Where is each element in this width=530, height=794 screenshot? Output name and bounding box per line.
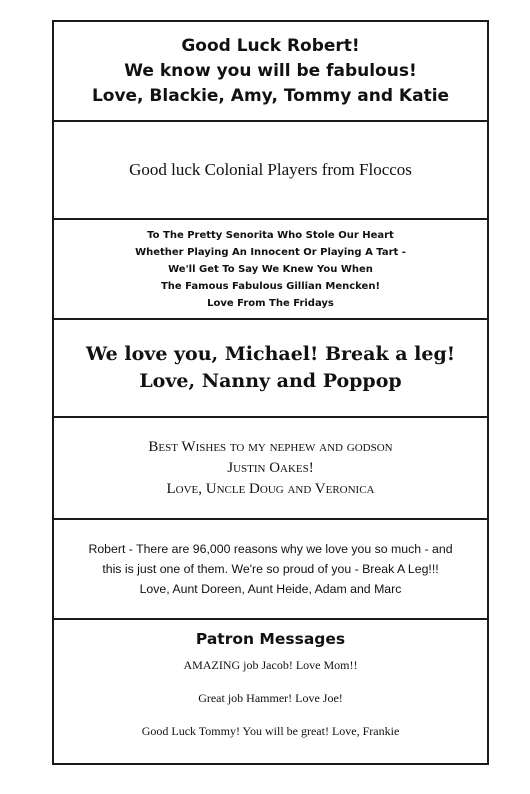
- patron-message: AMAZING job Jacob! Love Mom!!: [183, 658, 358, 672]
- message-line: We know you will be fabulous!: [124, 60, 417, 81]
- patron-messages-box: [54, 618, 487, 765]
- message-line: The Famous Fabulous Gillian Mencken!: [160, 280, 381, 292]
- message-line: Justin Oakes!: [227, 459, 314, 476]
- message-box-robert: [54, 22, 487, 120]
- message-line: Love From The Fridays: [207, 297, 334, 309]
- message-line: this is just one of them. We're so proud of you - Break A Leg!!!: [102, 562, 439, 576]
- ad-page-frame: [52, 20, 489, 765]
- message-line: Love, Uncle Doug and Veronica: [166, 480, 375, 497]
- message-box-robert-family: [54, 518, 487, 618]
- message-line: Love, Aunt Doreen, Aunt Heide, Adam and Marc: [139, 582, 402, 596]
- message-box-michael: [54, 318, 487, 416]
- message-line: Love, Blackie, Amy, Tommy and Katie: [91, 85, 450, 106]
- message-line: Whether Playing An Innocent Or Playing A Tart -: [135, 246, 406, 258]
- message-line: We'll Get To Say We Knew You When: [168, 263, 373, 275]
- message-box-gillian: [54, 218, 487, 318]
- message-line: Robert - There are 96,000 reasons why we love you so much - and: [88, 542, 453, 556]
- message-line: Good luck Colonial Players from Floccos: [129, 160, 412, 179]
- patron-message: Great job Hammer! Love Joe!: [198, 691, 343, 705]
- message-line: Love, Nanny and Poppop: [139, 370, 402, 392]
- message-line: Good Luck Robert!: [181, 35, 360, 56]
- message-line: We love you, Michael! Break a leg!: [85, 343, 456, 365]
- patron-messages-heading: Patron Messages: [195, 630, 346, 648]
- message-box-floccos: [54, 120, 487, 218]
- patron-message: Good Luck Tommy! You will be great! Love, Frankie: [141, 724, 400, 738]
- message-line: To The Pretty Senorita Who Stole Our Heart: [147, 229, 394, 241]
- message-box-justin: [54, 416, 487, 518]
- message-line: Best Wishes to my nephew and godson: [148, 438, 393, 455]
